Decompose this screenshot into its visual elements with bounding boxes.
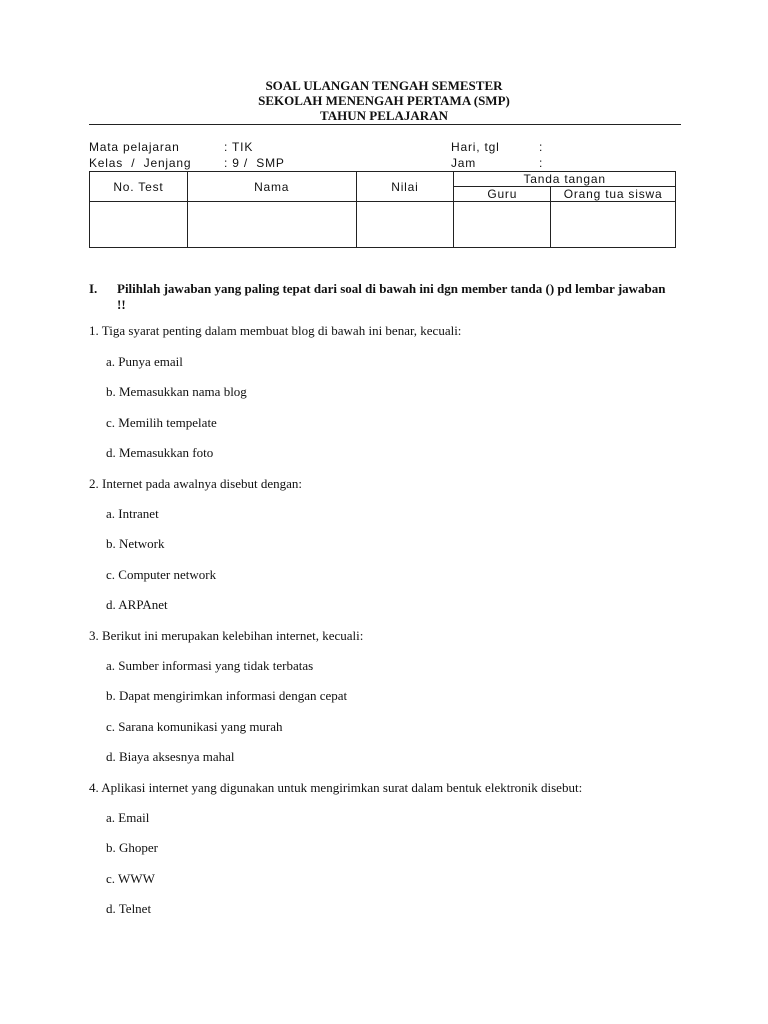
student-info-table [89, 171, 676, 248]
table-cell-guru[interactable] [454, 202, 551, 248]
question-4-option-c: c. WWW [106, 871, 155, 886]
day-label: Hari, tgl [451, 140, 500, 154]
question-2-option-b: b. Network [106, 536, 165, 551]
question-4-option-b: b. Ghoper [106, 840, 158, 855]
section-instruction-text: Pilihlah jawaban yang paling tepat dari soal di bawah ini dgn member tanda () pd lembar jawaban !! [117, 281, 666, 312]
question-1-option-d: d. Memasukkan foto [106, 445, 214, 460]
question-4: 4. Aplikasi internet yang digunakan untuk mengirimkan surat dalam bentuk elektronik disebut: [89, 780, 583, 795]
question-2-option-c: c. Computer network [106, 567, 217, 582]
question-4-option-d: d. Telnet [106, 901, 152, 916]
time-value: : [539, 156, 544, 170]
question-2: 2. Internet pada awalnya disebut dengan: [89, 476, 302, 491]
question-3: 3. Berikut ini merupakan kelebihan internet, kecuali: [89, 628, 364, 643]
table-cell-nama[interactable] [187, 202, 356, 248]
table-header-guru: Guru [454, 187, 551, 202]
header-school: SEKOLAH MENENGAH PERTAMA (SMP) [258, 93, 510, 108]
question-1-option-c: c. Memilih tempelate [106, 415, 217, 430]
table-header-orang-tua: Orang tua siswa [551, 187, 676, 202]
table-cell-nilai[interactable] [356, 202, 454, 248]
question-1-option-b: b. Memasukkan nama blog [106, 384, 247, 399]
table-header-nilai: Nilai [356, 172, 454, 202]
section-number: I. [89, 281, 98, 296]
question-2-option-a: a. Intranet [106, 506, 159, 521]
question-1-option-a: a. Punya email [106, 354, 183, 369]
table-cell-no-test[interactable] [90, 202, 188, 248]
subject-label: Mata pelajaran [89, 140, 180, 154]
section-instruction [89, 281, 669, 313]
table-cell-orang-tua[interactable] [551, 202, 676, 248]
header-title: SOAL ULANGAN TENGAH SEMESTER [265, 78, 503, 93]
subject-value: : TIK [224, 140, 254, 154]
header-year: TAHUN PELAJARAN [320, 108, 448, 123]
question-1: 1. Tiga syarat penting dalam membuat blog di bawah ini benar, kecuali: [89, 323, 462, 338]
question-4-option-a: a. Email [106, 810, 150, 825]
question-3-option-c: c. Sarana komunikasi yang murah [106, 719, 283, 734]
question-3-option-d: d. Biaya aksesnya mahal [106, 749, 235, 764]
day-value: : [539, 140, 544, 154]
header-divider [89, 124, 681, 125]
class-label: Kelas / Jenjang [89, 156, 192, 170]
question-3-option-b: b. Dapat mengirimkan informasi dengan cepat [106, 688, 348, 703]
table-header-tanda-tangan: Tanda tangan [454, 172, 676, 187]
exam-header [0, 78, 768, 123]
question-2-option-d: d. ARPAnet [106, 597, 168, 612]
table-header-nama: Nama [187, 172, 356, 202]
question-3-option-a: a. Sumber informasi yang tidak terbatas [106, 658, 314, 673]
table-header-no-test: No. Test [90, 172, 188, 202]
class-value: : 9 / SMP [224, 156, 285, 170]
time-label: Jam [451, 156, 477, 170]
